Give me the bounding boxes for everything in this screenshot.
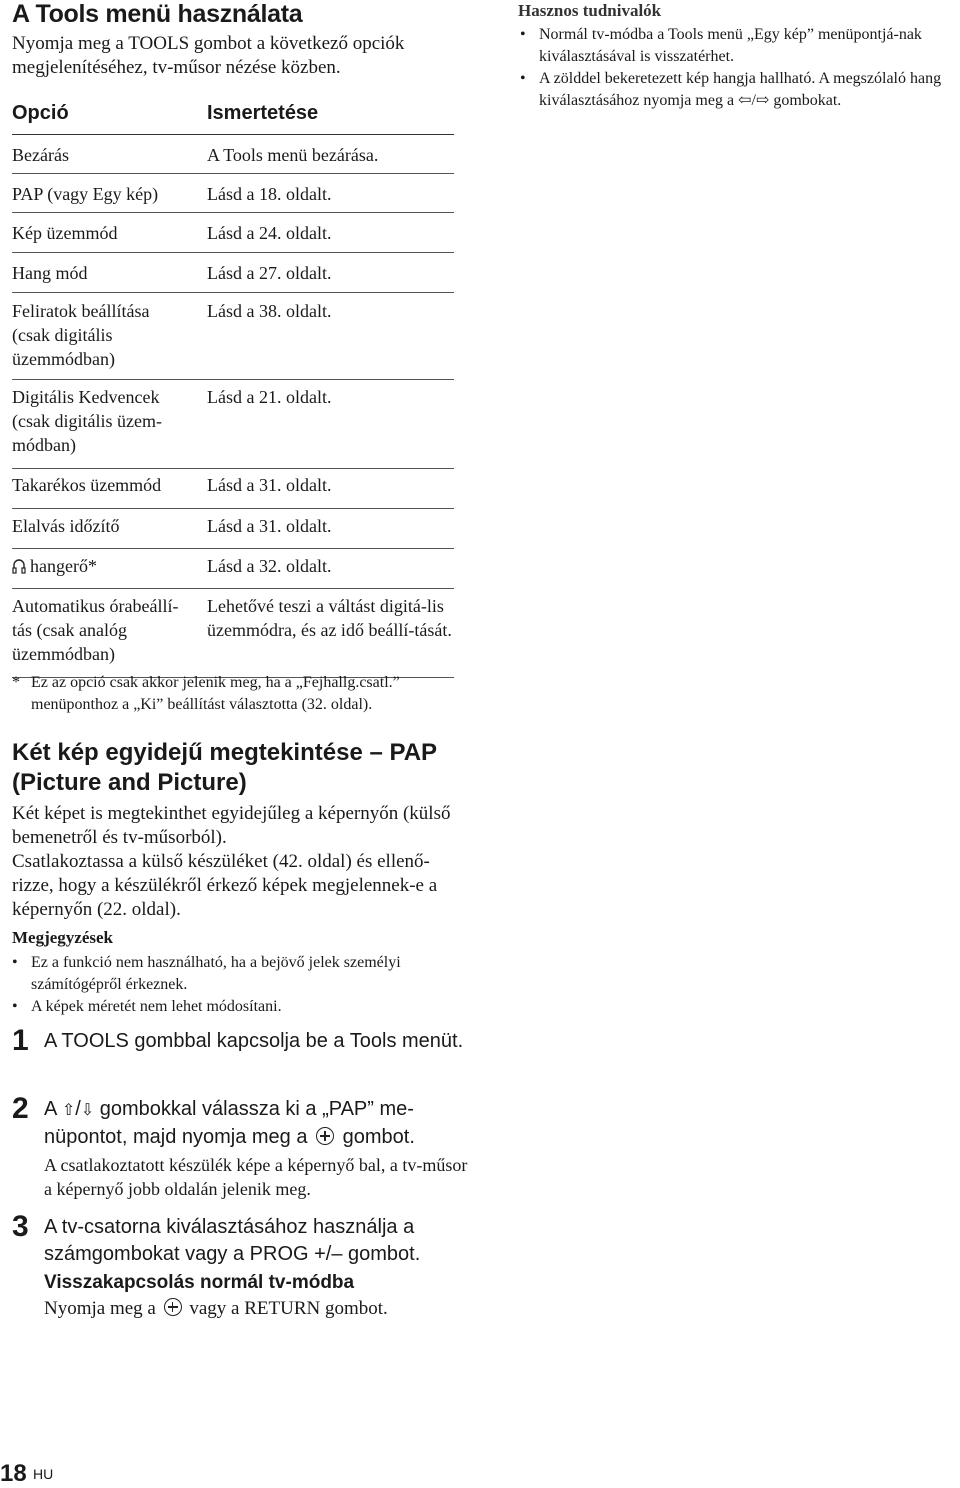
notes-title: Megjegyzések <box>12 928 114 947</box>
headphone-icon <box>12 556 26 572</box>
footnote: * Ez az opció csak akkor jelenik meg, ha a „Fejhallg.csatl.” menüponthoz a „Ki” beállítást választotta (32. oldal). <box>12 674 400 713</box>
row-desc: Lásd a 24. oldalt. <box>207 223 332 243</box>
row-desc: Lásd a 38. oldalt. <box>207 301 332 321</box>
section-title-pap: Két kép egyidejű megtekintése – PAP (Picture and Picture) <box>12 739 438 796</box>
options-table <box>12 96 454 678</box>
row-option-headphone: hangerő* <box>12 554 192 578</box>
row-option: Kép üzemmód <box>12 223 118 243</box>
note-item: • A képek méretét nem lehet módosítani. <box>12 996 462 1018</box>
row-desc: Lásd a 32. oldalt. <box>207 556 332 576</box>
tip-item: • Normál tv-módba a Tools menü „Egy kép” menüpontjá-nak kiválasztásával is visszatérhet. <box>518 24 956 68</box>
note-item: • Ez a funkció nem használható, ha a bejövő jelek személyi számítógépről érkeznek. <box>12 952 462 996</box>
step-3: 3 A tv-csatorna kiválasztásához használja a számgombokat vagy a PROG +/– gombot. Visszakapcsolás normál tv-módba Nyomja meg a vagy a RETURN gombot. <box>12 1210 421 1319</box>
arrow-left-icon: ⇦ <box>738 92 752 109</box>
row-option: Hang mód <box>12 263 88 283</box>
table-row <box>12 549 454 589</box>
row-desc: Lásd a 18. oldalt. <box>207 184 332 204</box>
table-row <box>12 174 454 213</box>
table-header-row <box>12 96 454 135</box>
table-row <box>12 135 454 174</box>
page-language: HU <box>33 1466 54 1482</box>
enter-button-icon <box>316 1127 334 1145</box>
page-number: 18 <box>0 1460 27 1487</box>
step-2: 2 A ⇧/⇩ gombokkal válassza ki a „PAP” me-nüpontot, majd nyomja meg a gombot. A csatlakoztatott készülék képe a képernyő bal, a tv-műsor a képernyő jobb oldalán jelenik meg. <box>12 1092 468 1199</box>
row-option: Takarékos üzemmód <box>12 475 162 495</box>
row-option: Automatikus órabeállí-tás (csak analóg üzemmódban) <box>12 596 179 664</box>
row-desc: Lásd a 21. oldalt. <box>207 387 332 407</box>
tips-list <box>518 24 956 112</box>
notes-list <box>12 952 462 1018</box>
table-row <box>12 589 454 678</box>
row-desc: Lásd a 27. oldalt. <box>207 263 332 283</box>
table-row <box>12 253 454 293</box>
arrow-right-icon: ⇨ <box>755 92 770 109</box>
section-title-tools: A Tools menü használata <box>12 0 303 28</box>
header-description: Ismertetése <box>207 102 319 124</box>
header-option: Opció <box>12 102 69 124</box>
table-row <box>12 469 454 509</box>
row-option: PAP (vagy Egy kép) <box>12 184 159 204</box>
row-option: Digitális Kedvencek (csak digitális üzem-módban) <box>12 387 162 455</box>
arrow-up-icon: ⇧ <box>61 1102 76 1119</box>
enter-button-icon <box>164 1298 182 1316</box>
row-desc: Lásd a 31. oldalt. <box>207 516 332 536</box>
tips-title: Hasznos tudnivalók <box>518 1 662 20</box>
table-row <box>12 293 454 380</box>
arrow-down-icon: ⇩ <box>80 1102 95 1119</box>
row-option: Bezárás <box>12 145 69 165</box>
row-option: Elalvás időzítő <box>12 516 120 536</box>
row-desc: Lásd a 31. oldalt. <box>207 475 332 495</box>
row-desc: Lehetővé teszi a váltást digitá-lis üzemmódra, és az idő beállí-tását. <box>207 596 452 640</box>
tip-item: • A zölddel bekeretezett kép hangja hallható. A megszólaló hang kiválasztásához nyomja meg a ⇦/⇨ gombokat. <box>518 68 956 112</box>
row-option: Feliratok beállítása (csak digitális üzemmódban) <box>12 301 150 369</box>
row-desc: A Tools menü bezárása. <box>207 145 379 165</box>
intro-text: Nyomja meg a TOOLS gombot a következő opciók megjelenítéséhez, tv-műsor nézése közben. <box>12 33 405 78</box>
table-row <box>12 509 454 549</box>
table-row <box>12 380 454 469</box>
pap-description: Két képet is megtekinthet egyidejűleg a képernyőn (külső bemenetről és tv-műsorból). Csatlakoztassa a külső készüléket (42. oldal) és ellenő-rizze, hogy a készülékről érkező képek megjelennek-e a képernyőn (22. oldal). <box>12 803 451 920</box>
step-1: 1 A TOOLS gombbal kapcsolja be a Tools menüt. <box>12 1024 464 1057</box>
table-row <box>12 213 454 253</box>
